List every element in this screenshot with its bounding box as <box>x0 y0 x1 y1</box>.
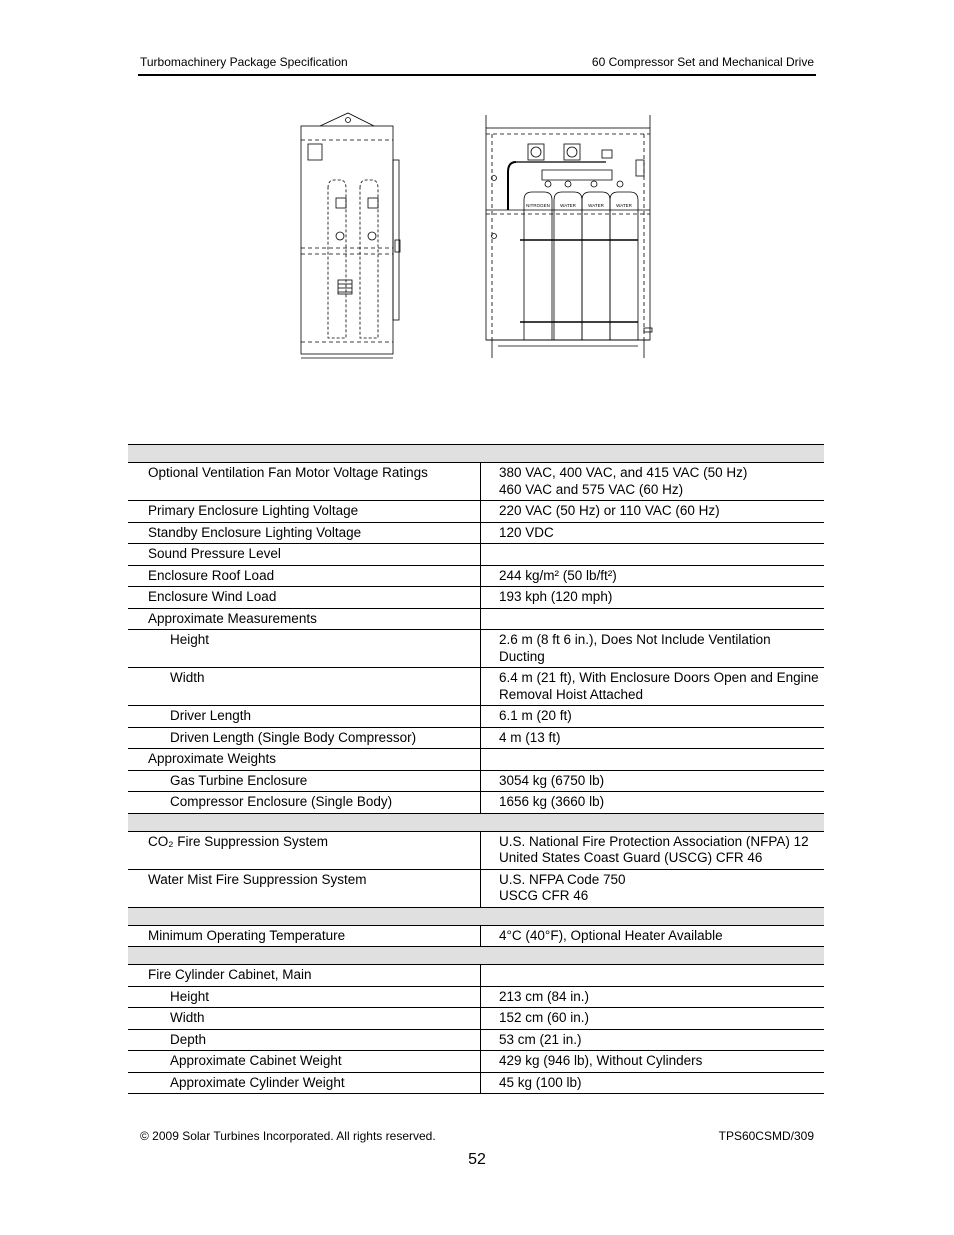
row-label: Fire Cylinder Cabinet, Main <box>128 965 481 987</box>
row-value-line <box>499 546 820 563</box>
cylinder-label: WATER <box>588 203 604 208</box>
table-row <box>128 1008 824 1030</box>
row-label: Enclosure Wind Load <box>128 587 481 609</box>
table-row <box>128 965 824 987</box>
row-value-line: United States Coast Guard (USCG) CFR 46 <box>499 850 763 865</box>
cabinet-front-view <box>486 115 652 358</box>
table-row <box>128 770 824 792</box>
row-value <box>481 986 825 1008</box>
table-row <box>128 630 824 668</box>
cylinder-label: WATER <box>560 203 576 208</box>
row-value-line: 193 kph (120 mph) <box>499 589 613 604</box>
row-value <box>481 965 825 987</box>
row-value-line: 2.6 m (8 ft 6 in.), Does Not Include Ventilation Ducting <box>499 632 771 664</box>
row-label: Approximate Cylinder Weight <box>128 1072 481 1094</box>
row-label: Height <box>128 986 481 1008</box>
table-row <box>128 749 824 771</box>
row-value-line: 213 cm (84 in.) <box>499 988 590 1004</box>
row-value-line <box>499 967 820 984</box>
table-row <box>128 986 824 1008</box>
row-value <box>481 706 825 728</box>
spec-table <box>128 444 824 1094</box>
row-value <box>481 831 825 869</box>
table-row <box>128 1072 824 1094</box>
row-value-line: 380 VAC, 400 VAC, and 415 VAC (50 Hz) <box>499 465 748 480</box>
cabinet-side-view <box>301 113 400 358</box>
section-band <box>128 947 824 965</box>
header-title: Turbomachinery Package Specification <box>140 55 348 69</box>
section-band-cell <box>128 907 824 925</box>
row-value <box>481 770 825 792</box>
row-value-line: 45 kg (100 lb) <box>499 1074 582 1090</box>
row-value <box>481 869 825 907</box>
row-value <box>481 501 825 523</box>
row-label: Driver Length <box>128 706 481 728</box>
row-value-line: 220 VAC (50 Hz) or 110 VAC (60 Hz) <box>499 503 720 518</box>
table-row <box>128 869 824 907</box>
row-value-line: 1656 kg (3660 lb) <box>499 794 605 809</box>
row-value <box>481 587 825 609</box>
section-band-cell <box>128 947 824 965</box>
row-label: Depth <box>128 1029 481 1051</box>
row-value-line: 152 cm (60 in.) <box>499 1010 590 1025</box>
row-label: Gas Turbine Enclosure <box>128 770 481 792</box>
section-band <box>128 813 824 831</box>
row-label: Height <box>128 630 481 668</box>
fire-cylinder-cabinet-drawing <box>298 110 658 362</box>
table-row <box>128 831 824 869</box>
cylinder-label: NITROGEN <box>526 203 550 208</box>
row-value-line: 460 VAC and 575 VAC (60 Hz) <box>499 481 684 497</box>
table-row <box>128 565 824 587</box>
footer-copyright: © 2009 Solar Turbines Incorporated. All rights reserved. <box>140 1129 436 1143</box>
row-value-line: 120 VDC <box>499 524 554 540</box>
row-label: Primary Enclosure Lighting Voltage <box>128 501 481 523</box>
row-value <box>481 727 825 749</box>
row-value <box>481 544 825 566</box>
row-value-line <box>499 751 820 768</box>
section-band <box>128 445 824 463</box>
row-value <box>481 749 825 771</box>
row-value-line: 6.1 m (20 ft) <box>499 708 572 723</box>
row-label: Water Mist Fire Suppression System <box>128 869 481 907</box>
row-value-line: 4 m (13 ft) <box>499 729 561 745</box>
section-band <box>128 907 824 925</box>
row-value-line: Removal Hoist Attached <box>499 686 644 702</box>
row-value-line: U.S. NFPA Code 750 <box>499 871 626 887</box>
row-label: Sound Pressure Level <box>128 544 481 566</box>
section-band-cell <box>128 813 824 831</box>
row-label: Standby Enclosure Lighting Voltage <box>128 522 481 544</box>
table-row <box>128 1051 824 1073</box>
row-label: Enclosure Roof Load <box>128 565 481 587</box>
table-row <box>128 925 824 947</box>
row-value <box>481 792 825 814</box>
row-label: Width <box>128 1008 481 1030</box>
row-value <box>481 1029 825 1051</box>
row-value <box>481 925 825 947</box>
table-row <box>128 522 824 544</box>
row-value-line: 4°C (40°F), Optional Heater Available <box>499 927 723 943</box>
header-rule <box>138 74 816 76</box>
table-row <box>128 668 824 706</box>
row-value <box>481 522 825 544</box>
table-row <box>128 463 824 501</box>
row-value-line <box>499 611 820 628</box>
row-value <box>481 630 825 668</box>
row-value <box>481 1051 825 1073</box>
row-label: Optional Ventilation Fan Motor Voltage Ratings <box>128 463 481 501</box>
row-value-line: U.S. National Fire Protection Association (NFPA) 12 <box>499 833 809 849</box>
row-value-line: 53 cm (21 in.) <box>499 1031 582 1047</box>
row-value-line: 429 kg (946 lb), Without Cylinders <box>499 1053 703 1068</box>
row-value-line: USCG CFR 46 <box>499 888 589 903</box>
row-value <box>481 463 825 501</box>
page-number: 52 <box>468 1151 486 1168</box>
table-row <box>128 727 824 749</box>
row-value-line: 6.4 m (21 ft), With Enclosure Doors Open and Engine <box>499 670 819 685</box>
table-row <box>128 608 824 630</box>
row-label: Approximate Weights <box>128 749 481 771</box>
cylinder-label: WATER <box>616 203 632 208</box>
table-row <box>128 587 824 609</box>
table-row <box>128 501 824 523</box>
row-value <box>481 668 825 706</box>
table-row <box>128 1029 824 1051</box>
table-row <box>128 544 824 566</box>
section-band-cell <box>128 445 824 463</box>
row-label: Minimum Operating Temperature <box>128 925 481 947</box>
row-label: Width <box>128 668 481 706</box>
row-label: CO₂ Fire Suppression System <box>128 831 481 869</box>
footer-doc-id: TPS60CSMD/309 <box>718 1129 814 1143</box>
table-row <box>128 706 824 728</box>
row-label: Compressor Enclosure (Single Body) <box>128 792 481 814</box>
row-value-line: 244 kg/m² (50 lb/ft²) <box>499 567 617 583</box>
row-value-line: 3054 kg (6750 lb) <box>499 772 605 788</box>
header-section: 60 Compressor Set and Mechanical Drive <box>591 55 814 69</box>
row-value <box>481 1008 825 1030</box>
row-label: Approximate Cabinet Weight <box>128 1051 481 1073</box>
row-value <box>481 608 825 630</box>
row-label: Approximate Measurements <box>128 608 481 630</box>
row-value <box>481 565 825 587</box>
row-value <box>481 1072 825 1094</box>
row-label: Driven Length (Single Body Compressor) <box>128 727 481 749</box>
table-row <box>128 792 824 814</box>
